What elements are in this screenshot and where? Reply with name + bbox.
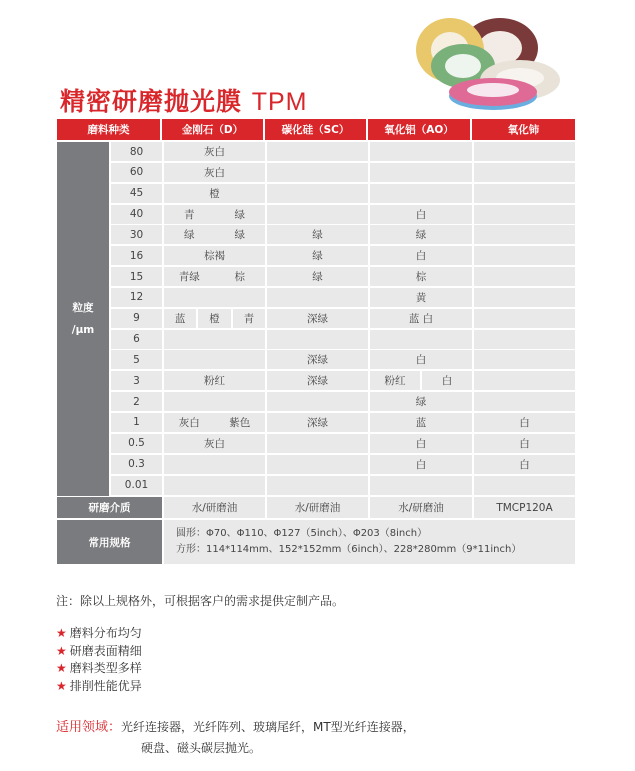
diamond-cell (164, 476, 265, 495)
diamond-cell (164, 371, 265, 390)
ao-cell: 白 (370, 246, 472, 265)
table-row (109, 350, 575, 369)
grain-size-cell: 3 (111, 371, 162, 390)
table-header (57, 119, 575, 140)
medium-ao: 水/研磨油 (370, 497, 472, 518)
diamond-cell (164, 205, 265, 224)
sc-cell: 深绿 (267, 371, 368, 390)
table-row (109, 309, 575, 328)
ce-cell: 白 (474, 434, 575, 453)
ao-cell: 蓝 (370, 413, 472, 432)
diamond-color: 灰白 (178, 416, 200, 429)
header-silicon-carbide: 碳化硅（SC） (265, 119, 368, 140)
medium-label: 研磨介质 (57, 497, 162, 518)
diamond-color: 棕褐 (204, 250, 225, 263)
star-icon: ★ (56, 643, 67, 658)
ce-cell (474, 476, 575, 495)
application-label: 适用领域： (56, 720, 122, 735)
diamond-cell (164, 330, 265, 349)
application-section (56, 717, 415, 758)
feature-item: ★ 排削性能优异 (56, 678, 142, 693)
diamond-cell (164, 246, 265, 265)
feature-item: ★ 磨料分布均匀 (56, 626, 142, 640)
ao-cell: 白 (370, 205, 472, 224)
table-row (109, 246, 575, 265)
grain-size-cell: 30 (111, 225, 162, 244)
sc-cell (267, 288, 368, 307)
table-row (109, 455, 575, 474)
application-line2: 硬盘、磁头碳层抛光。 (141, 741, 262, 755)
medium-diamond: 水/研磨油 (164, 497, 265, 518)
header-diamond: 金刚石（D） (162, 119, 265, 140)
medium-row (57, 497, 575, 518)
ao-cell: 白 (370, 434, 472, 453)
table-row (109, 225, 575, 244)
diamond-cell (164, 288, 265, 307)
ao-cell (370, 371, 472, 390)
spec-label: 常用规格 (57, 520, 162, 564)
grain-size-cell: 12 (111, 288, 162, 307)
ao-cell: 白 (370, 455, 472, 474)
sc-cell: 深绿 (267, 309, 368, 328)
table-row (109, 288, 575, 307)
feature-item: ★ 磨料类型多样 (56, 661, 142, 675)
diamond-color: 橙 (196, 309, 230, 328)
sc-cell: 绿 (267, 225, 368, 244)
ce-cell (474, 288, 575, 307)
spec-row (57, 520, 575, 564)
sc-cell: 深绿 (267, 350, 368, 369)
diamond-color: 蓝 (174, 312, 186, 325)
diamond-color: 灰白 (204, 166, 225, 179)
ao-color: 粉红 (384, 375, 406, 388)
grain-size-cell: 45 (111, 184, 162, 203)
sc-cell (267, 205, 368, 224)
table-row (109, 413, 575, 432)
ao-cell: 绿 (370, 392, 472, 411)
ce-cell: 白 (474, 455, 575, 474)
ce-cell (474, 267, 575, 286)
feature-item: ★ 研磨表面精细 (56, 643, 142, 658)
ao-cell (370, 476, 472, 495)
ce-cell (474, 350, 575, 369)
diamond-cell (164, 225, 265, 244)
sc-cell (267, 184, 368, 203)
spec-table (57, 119, 575, 564)
sc-cell (267, 455, 368, 474)
table-row (109, 163, 575, 182)
grain-size-cell: 2 (111, 392, 162, 411)
diamond-color: 粉红 (204, 375, 225, 388)
diamond-color: 绿 (234, 208, 245, 221)
ao-cell: 白 (370, 350, 472, 369)
sc-cell (267, 476, 368, 495)
grain-size-cell: 0.3 (111, 455, 162, 474)
sc-cell: 深绿 (267, 413, 368, 432)
grain-size-cell: 16 (111, 246, 162, 265)
ce-cell (474, 309, 575, 328)
ao-cell: 绿 (370, 225, 472, 244)
grain-rows (109, 142, 575, 496)
ce-cell (474, 142, 575, 161)
sc-cell (267, 142, 368, 161)
grain-size-cell: 40 (111, 205, 162, 224)
ao-cell (370, 330, 472, 349)
diamond-color: 绿 (184, 229, 195, 242)
ce-cell (474, 392, 575, 411)
table-row (109, 184, 575, 203)
ce-cell (474, 184, 575, 203)
table-row (109, 476, 575, 495)
table-row (109, 330, 575, 349)
diamond-cell (164, 350, 265, 369)
diamond-cell (164, 309, 265, 328)
grain-size-cell: 6 (111, 330, 162, 349)
grain-size-cell: 0.5 (111, 434, 162, 453)
diamond-color: 橙 (209, 187, 220, 200)
sc-cell: 绿 (267, 246, 368, 265)
spec-round: 圆形：Φ70、Φ110、Φ127（5inch）、Φ203（8inch） (176, 528, 428, 540)
diamond-cell (164, 267, 265, 286)
star-icon: ★ (56, 626, 67, 640)
diamond-cell (164, 184, 265, 203)
medium-ce: TMCP120A (474, 497, 575, 518)
header-alumina: 氧化铝（AO） (368, 119, 472, 140)
grain-size-cell: 1 (111, 413, 162, 432)
diamond-color: 青绿 (178, 271, 200, 284)
grain-size-cell: 15 (111, 267, 162, 286)
sc-cell (267, 163, 368, 182)
sc-cell: 绿 (267, 267, 368, 286)
diamond-color: 灰白 (204, 437, 225, 450)
grain-size-cell: 80 (111, 142, 162, 161)
grain-size-cell: 5 (111, 350, 162, 369)
grain-size-cell: 60 (111, 163, 162, 182)
star-icon: ★ (56, 678, 67, 693)
table-row (109, 267, 575, 286)
ce-cell (474, 246, 575, 265)
grain-size-label: 粒度 /μm (57, 142, 109, 496)
ce-cell: 白 (474, 413, 575, 432)
ao-cell (370, 163, 472, 182)
page-title: 精密研磨抛光膜 TPM (60, 87, 308, 116)
spec-values (164, 520, 575, 564)
grain-size-cell: 9 (111, 309, 162, 328)
grain-size-cell: 0.01 (111, 476, 162, 495)
ao-cell: 黄 (370, 288, 472, 307)
diamond-cell (164, 392, 265, 411)
application-line1: 光纤连接器，光纤阵列、玻璃尾纤，MT型光纤连接器， (121, 720, 415, 734)
header-ceria: 氧化铈 (472, 119, 575, 140)
feature-list (56, 625, 142, 695)
ce-cell (474, 163, 575, 182)
table-row (109, 392, 575, 411)
header-abrasive-type: 磨料种类 (57, 119, 162, 140)
ce-cell (474, 330, 575, 349)
star-icon: ★ (56, 661, 67, 675)
ao-cell: 棕 (370, 267, 472, 286)
ao-color: 白 (420, 371, 472, 390)
ce-cell (474, 205, 575, 224)
table-row (109, 205, 575, 224)
diamond-color: 绿 (234, 229, 245, 242)
ao-cell (370, 142, 472, 161)
diamond-color: 青 (231, 309, 265, 328)
table-row (109, 142, 575, 161)
diamond-cell (164, 142, 265, 161)
sc-cell (267, 330, 368, 349)
diamond-color: 紫色 (229, 416, 251, 429)
diamond-cell (164, 455, 265, 474)
diamond-cell (164, 163, 265, 182)
custom-note: 注：除以上规格外，可根据客户的需求提供定制产品。 (56, 594, 345, 608)
table-row (109, 371, 575, 390)
ao-cell (370, 184, 472, 203)
diamond-color: 棕 (234, 271, 245, 284)
diamond-color: 灰白 (204, 146, 225, 158)
diamond-cell (164, 413, 265, 432)
diamond-color: 青 (184, 208, 195, 221)
table-row (109, 434, 575, 453)
spec-square: 方形：114*114mm、152*152mm（6inch）、228*280mm（9*11inch） (176, 544, 522, 556)
polishing-film-rolls-image (405, 8, 575, 113)
sc-cell (267, 434, 368, 453)
ce-cell (474, 225, 575, 244)
medium-sc: 水/研磨油 (267, 497, 368, 518)
sc-cell (267, 392, 368, 411)
ao-cell: 蓝 白 (370, 309, 472, 328)
diamond-cell (164, 434, 265, 453)
ce-cell (474, 371, 575, 390)
